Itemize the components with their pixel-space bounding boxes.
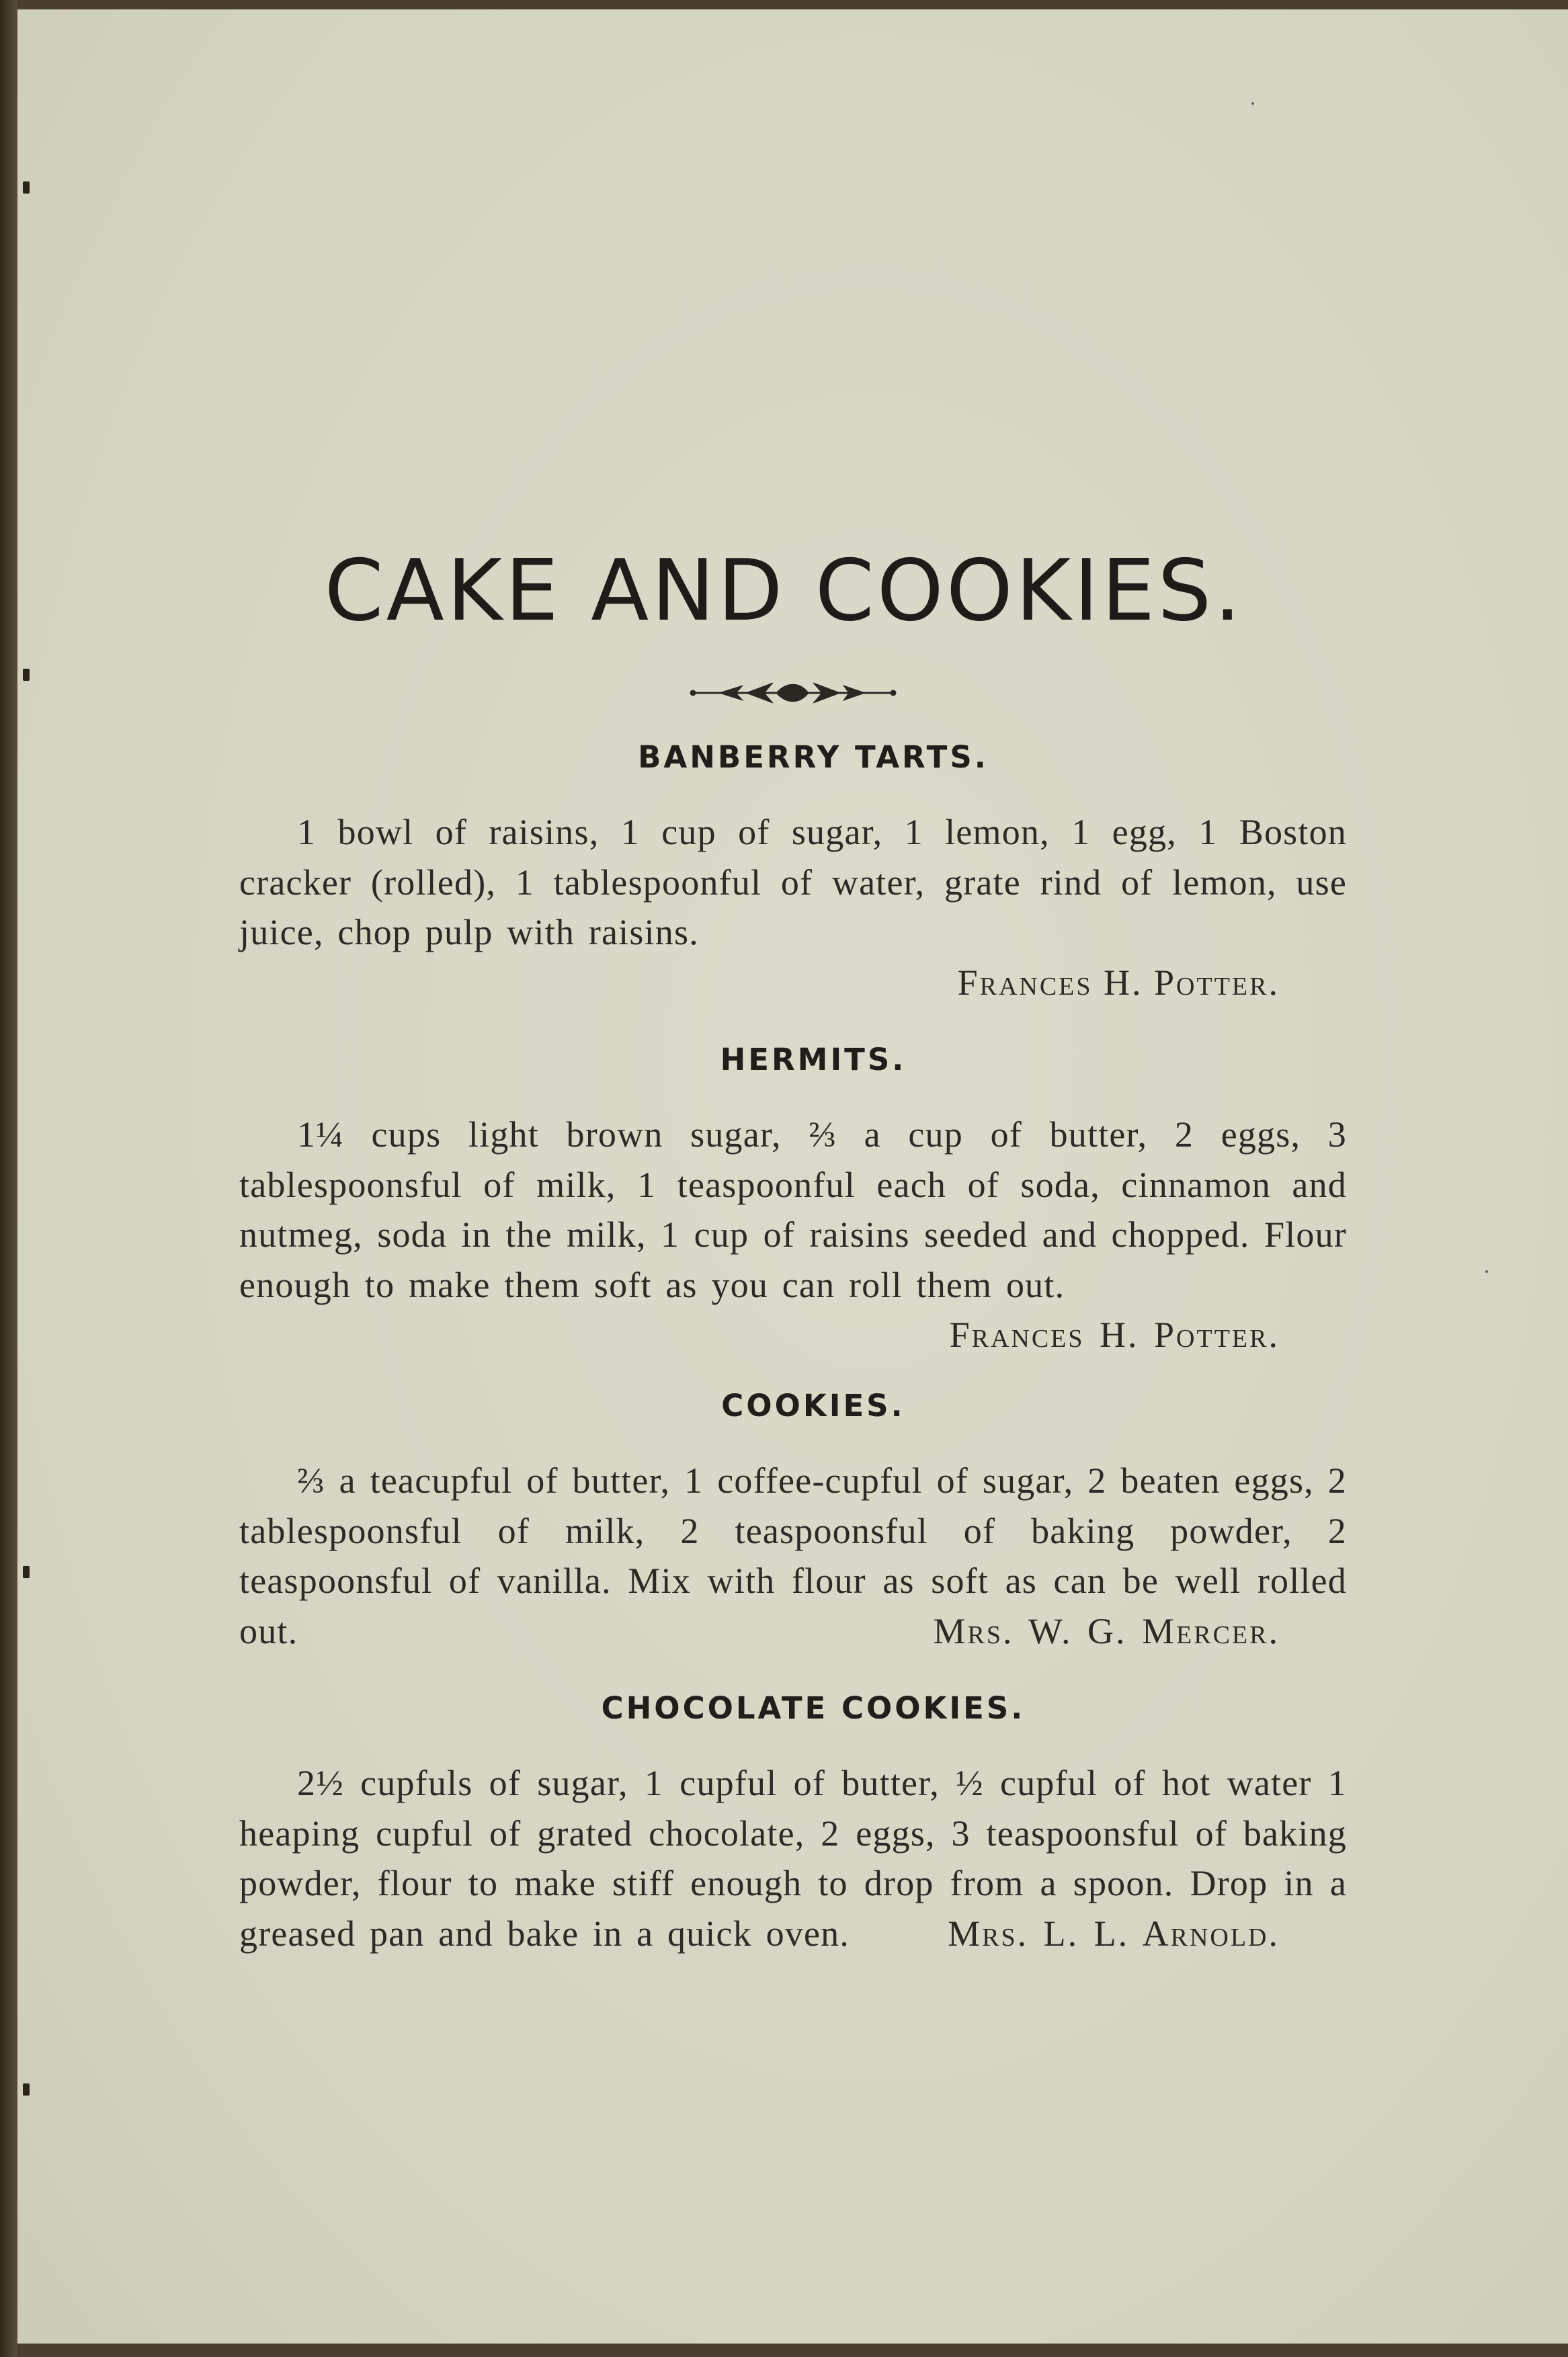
recipe-body: 1 bowl of raisins, 1 cup of sugar, 1 lemon, 1 egg, 1 Boston cracker (rolled), 1 tablespoonful of water, grate rind of lemon, use juice, chop pulp with raisins.	[239, 812, 1347, 952]
recipe-title: BANBERRY TARTS.	[638, 739, 989, 775]
recipe-author: Frances H. Potter.	[957, 962, 1280, 1003]
recipe-title: CHOCOLATE COOKIES.	[601, 1690, 1026, 1726]
recipe-body-text: 2½ cupfuls of sugar, 1 cupful of butter, ½ cupful of hot water 1 heaping cupful of grated chocolate, 2 eggs, 3 teaspoonsful of baking powder, flour to make stiff enough to drop from a spoon. Drop in a greased pan and bake in a quick oven.	[239, 1763, 1347, 1954]
recipe-author: Frances H. Potter.	[949, 1315, 1280, 1355]
recipe-body	[239, 1456, 1347, 1656]
recipe-body	[239, 1110, 1347, 1355]
recipe-title: HERMITS.	[720, 1042, 907, 1077]
recipe-author: Mrs. W. G. Mercer.	[933, 1610, 1280, 1651]
recipe-body-text: ⅔ a teacupful of butter, 1 coffee-cupful of sugar, 2 beaten eggs, 2 tablespoonsful of milk, 2 teaspoonsful of baking powder, 2 teaspoonsful of vanilla. Mix with flour as soft as can be well rolled out.	[239, 1460, 1347, 1651]
recipe-title: COOKIES.	[721, 1388, 905, 1423]
binding-mark	[23, 1566, 30, 1578]
recipe-hermits	[239, 1042, 1347, 1360]
page-title: CAKE AND COOKIES.	[324, 541, 1244, 640]
paper-speck	[1485, 1270, 1488, 1273]
binding-mark	[23, 181, 30, 194]
paper-speck	[1251, 102, 1254, 105]
recipe-banberry-tarts	[239, 739, 1347, 1007]
binding-mark	[23, 2083, 30, 2096]
recipe-chocolate-cookies	[239, 1690, 1347, 1958]
binding-mark	[23, 669, 30, 681]
ornament-divider-icon	[689, 676, 897, 710]
recipe-body	[239, 1758, 1347, 1958]
book-spine-edge	[0, 0, 17, 2357]
recipe-cookies	[239, 1388, 1347, 1656]
recipe-body-text: 1¼ cups light brown sugar, ⅔ a cup of butter, 2 eggs, 3 tablespoonsful of milk, 1 teaspoonful each of soda, cinnamon and nutmeg, soda in the milk, 1 cup of raisins seeded and chopped. Flour enough to make them soft as you can roll them out.	[239, 1114, 1347, 1305]
recipe-author: Mrs. L. L. Arnold.	[948, 1913, 1280, 1954]
